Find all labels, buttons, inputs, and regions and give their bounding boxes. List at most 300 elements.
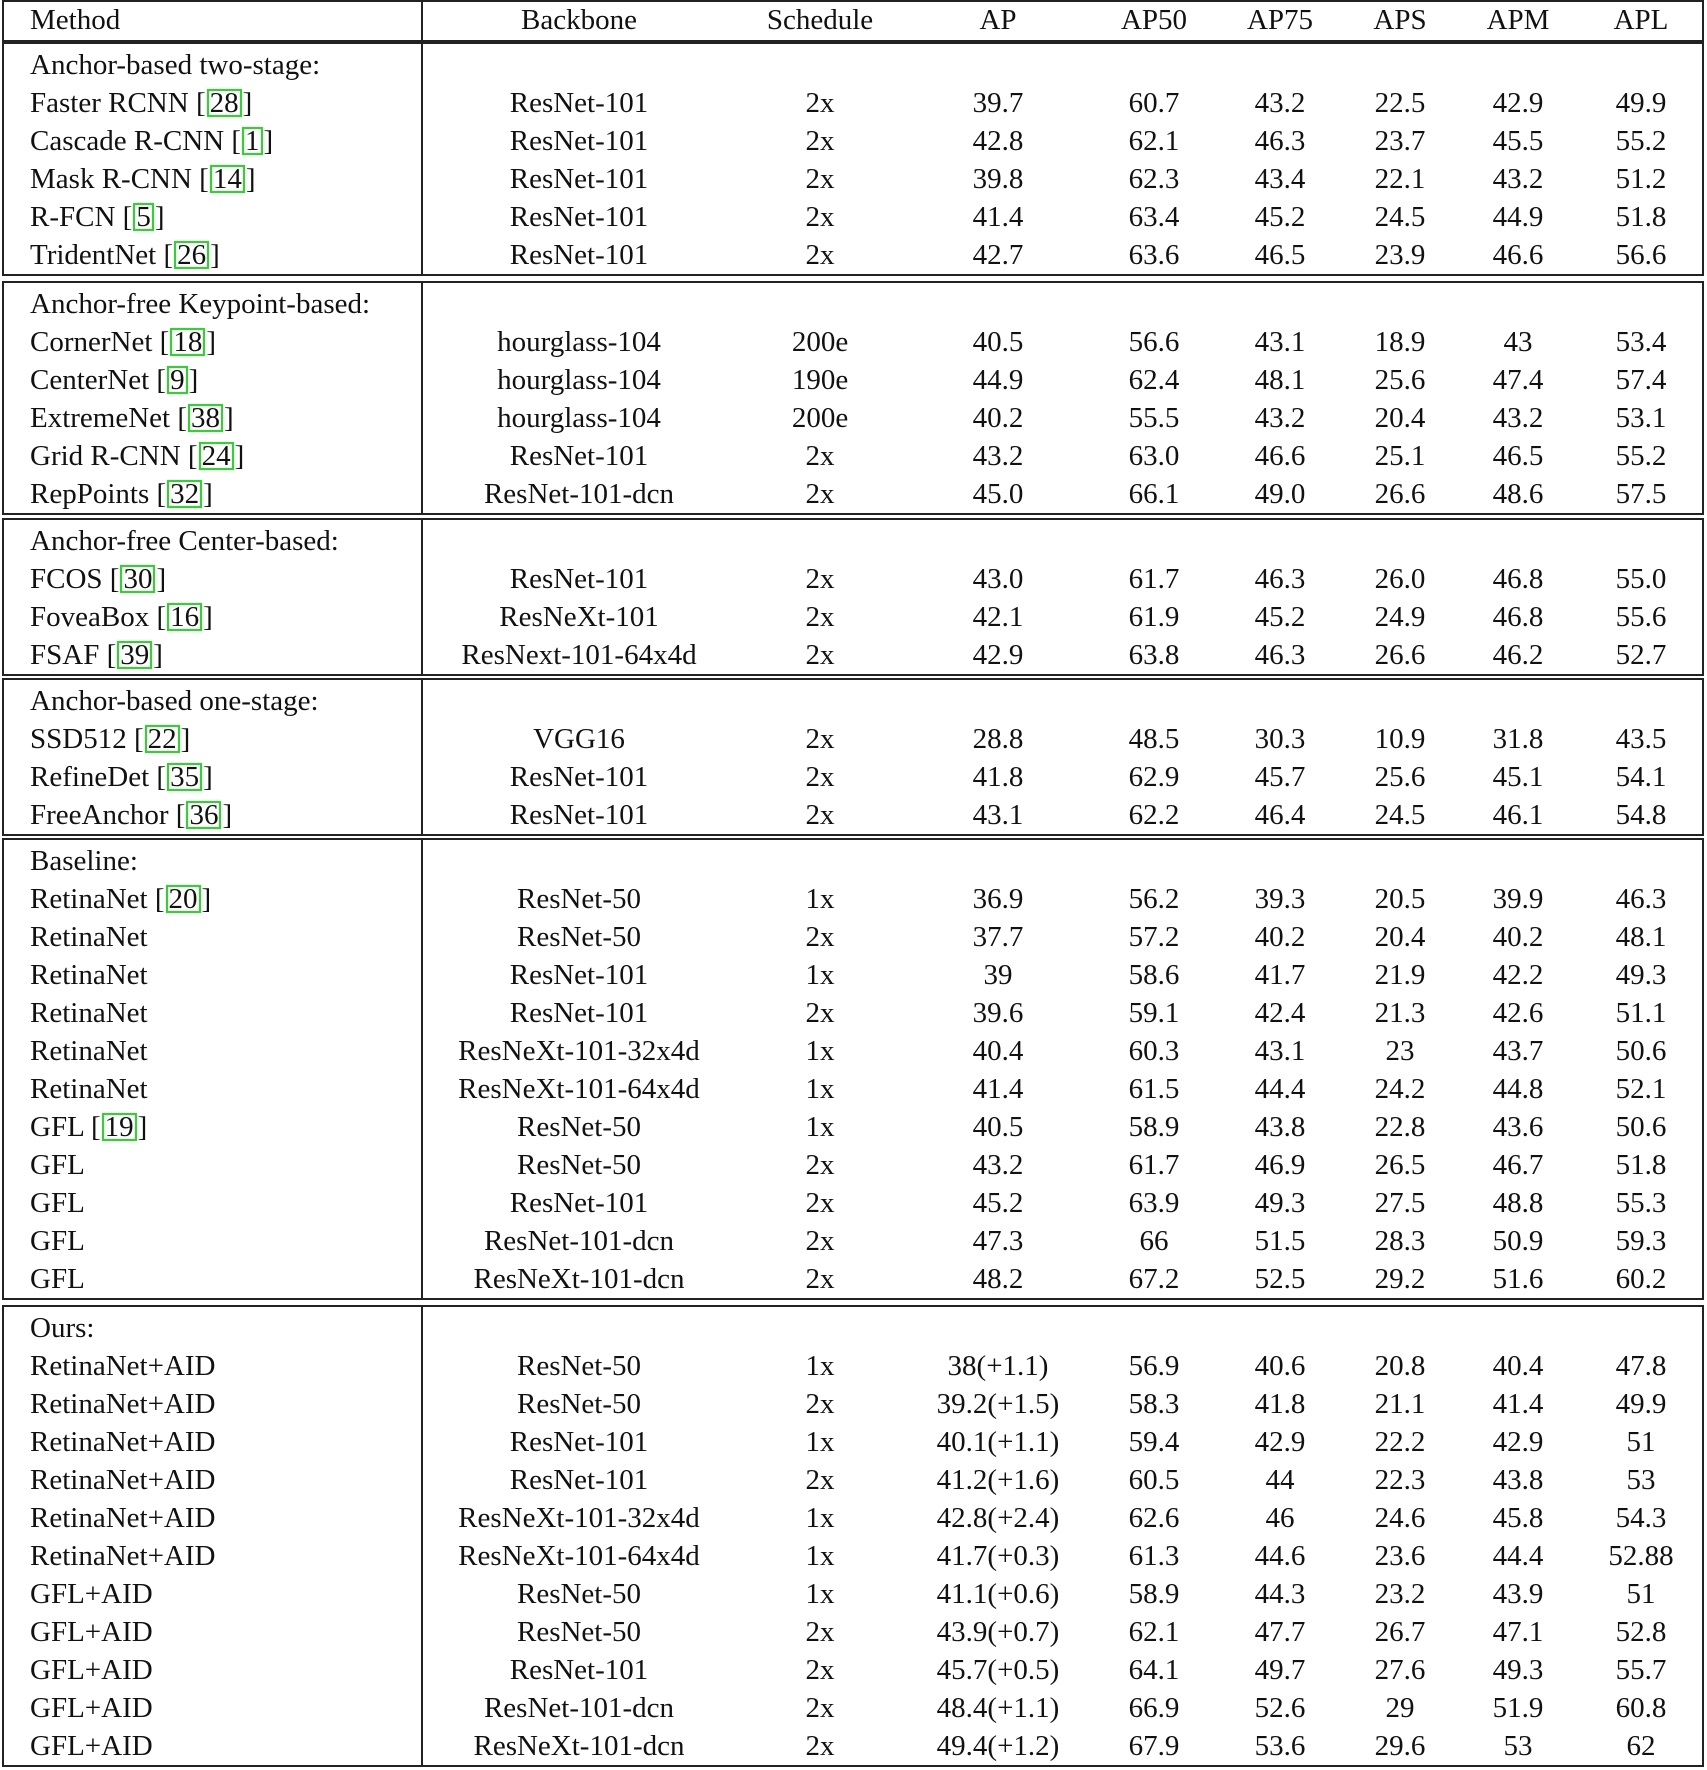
table-cell: 23.2 (1374, 1578, 1426, 1610)
method-cell: CenterNet [ 9 ] (30, 364, 199, 396)
table-cell: 43.2 (1254, 402, 1306, 434)
method-cell: Faster RCNN [ 28 ] (30, 87, 253, 119)
table-cell: 41.8 (1254, 1388, 1306, 1420)
table-cell: 50.6 (1615, 1035, 1667, 1067)
table-cell: 2x (805, 1388, 835, 1420)
method-name: GFL (30, 1187, 85, 1219)
table-cell: ResNet-101 (509, 1654, 649, 1686)
table-cell: 52.8 (1615, 1616, 1667, 1648)
table-cell: 40.2 (1492, 921, 1544, 953)
table-cell: 2x (805, 1692, 835, 1724)
method-cell: TridentNet [ 26 ] (30, 239, 220, 271)
table-cell: 51 (1626, 1426, 1656, 1458)
table-cell: 55.6 (1615, 601, 1667, 633)
table-cell: 23.6 (1374, 1540, 1426, 1572)
method-cell (30, 1499, 215, 1537)
table-cell: 2x (805, 1263, 835, 1295)
table-cell: 67.2 (1128, 1263, 1180, 1295)
citation-link[interactable]: 36 (186, 801, 221, 829)
table-cell: 43.0 (972, 563, 1024, 595)
table-cell: 29.6 (1374, 1730, 1426, 1762)
table-cell: 51.9 (1492, 1692, 1544, 1724)
method-cell (30, 1184, 85, 1222)
table-cell: hourglass-104 (497, 364, 661, 396)
table-cell: 52.1 (1615, 1073, 1667, 1105)
table-cell: 55.3 (1615, 1187, 1667, 1219)
table-cell: 41.4 (972, 1073, 1024, 1105)
table-cell: 40.4 (972, 1035, 1024, 1067)
table-cell: 53.6 (1254, 1730, 1306, 1762)
table-cell: 37.7 (972, 921, 1024, 953)
table-cell: ResNet-50 (516, 1616, 642, 1648)
table-cell: 45.2 (1254, 201, 1306, 233)
table-cell: 41.8 (972, 761, 1024, 793)
table-cell: 52.7 (1615, 639, 1667, 671)
table-cell: 43.8 (1254, 1111, 1306, 1143)
table-cell: 40.5 (972, 1111, 1024, 1143)
table-cell: 48.5 (1128, 723, 1180, 755)
table-cell: 2x (805, 1225, 835, 1257)
method-cell: FoveaBox [ 16 ] (30, 601, 213, 633)
table-cell: 56.6 (1128, 326, 1180, 358)
table-cell: 25.6 (1374, 761, 1426, 793)
method-cell (30, 956, 148, 994)
citation-link[interactable]: 19 (102, 1113, 137, 1141)
method-cell: SSD512 [ 22 ] (30, 723, 191, 755)
table-cell: 62.3 (1128, 163, 1180, 195)
table-cell: 46.5 (1254, 239, 1306, 271)
table-cell: 51.8 (1615, 201, 1667, 233)
method-cell (30, 1575, 153, 1613)
table-cell: ResNet-101-dcn (483, 478, 675, 510)
citation-link[interactable]: 9 (167, 366, 188, 394)
table-cell: 66.1 (1128, 478, 1180, 510)
table-cell: 54.3 (1615, 1502, 1667, 1534)
table-cell: 56.9 (1128, 1350, 1180, 1382)
table-cell: 39.2(+1.5) (936, 1388, 1060, 1420)
table-cell: 67.9 (1128, 1730, 1180, 1762)
table-cell: 21.9 (1374, 959, 1426, 991)
table-cell: 44.6 (1254, 1540, 1306, 1572)
table-cell: ResNeXt-101 (499, 601, 659, 633)
table-cell: 53 (1503, 1730, 1533, 1762)
table-cell: 47.1 (1492, 1616, 1544, 1648)
method-name: GFL+AID (30, 1654, 153, 1686)
method-cell (30, 1423, 215, 1461)
table-cell: 1x (805, 1111, 835, 1143)
table-cell: 48.2 (972, 1263, 1024, 1295)
citation-link[interactable]: 18 (170, 328, 205, 356)
method-cell: Cascade R-CNN [ 1 ] (30, 125, 274, 157)
method-name: Faster RCNN (30, 87, 189, 119)
method-cell (30, 1146, 85, 1184)
table-cell: 61.7 (1128, 563, 1180, 595)
method-name: FreeAnchor (30, 799, 169, 831)
table-cell: 55.0 (1615, 563, 1667, 595)
method-name: R-FCN (30, 201, 116, 233)
table-cell: 2x (805, 125, 835, 157)
column-header: APS (1373, 4, 1427, 36)
table-cell: 46.6 (1254, 440, 1306, 472)
table-cell: 26.7 (1374, 1616, 1426, 1648)
table-cell: 2x (805, 163, 835, 195)
table-cell: 57.5 (1615, 478, 1667, 510)
table-cell: 23 (1385, 1035, 1415, 1067)
table-cell: 59.4 (1128, 1426, 1180, 1458)
table-cell: 43.8 (1492, 1464, 1544, 1496)
table-cell: 41.2(+1.6) (936, 1464, 1060, 1496)
table-cell: 46.1 (1492, 799, 1544, 831)
method-cell: Mask R-CNN [ 14 ] (30, 163, 256, 195)
table-cell: 44 (1265, 1464, 1295, 1496)
table-cell: 42.2 (1492, 959, 1544, 991)
citation-link[interactable]: 39 (117, 641, 152, 669)
method-name: GFL (30, 1149, 85, 1181)
table-cell: 59.3 (1615, 1225, 1667, 1257)
table-cell: 1x (805, 959, 835, 991)
citation-link[interactable]: 20 (166, 885, 201, 913)
table-cell: 61.5 (1128, 1073, 1180, 1105)
column-divider (421, 281, 423, 515)
method-name: GFL (30, 1111, 84, 1143)
citation-link[interactable]: 22 (145, 725, 180, 753)
method-cell (30, 1651, 153, 1689)
table-cell: 2x (805, 921, 835, 953)
table-cell: 42.9 (1492, 1426, 1544, 1458)
table-cell: 46.6 (1492, 239, 1544, 271)
table-cell: 2x (805, 1654, 835, 1686)
table-cell: 54.8 (1615, 799, 1667, 831)
table-cell: 58.6 (1128, 959, 1180, 991)
table-cell: 2x (805, 1149, 835, 1181)
table-cell: 46.7 (1492, 1149, 1544, 1181)
table-cell: 2x (805, 563, 835, 595)
table-cell: 1x (805, 1073, 835, 1105)
table-cell: 46.9 (1254, 1149, 1306, 1181)
table-cell: 52.6 (1254, 1692, 1306, 1724)
table-cell: ResNext-101-64x4d (461, 639, 697, 671)
method-cell (30, 1032, 148, 1070)
method-cell: FSAF [ 39 ] (30, 639, 163, 671)
table-cell: 49.4(+1.2) (936, 1730, 1060, 1762)
citation-link[interactable]: 5 (133, 203, 154, 231)
table-cell: ResNet-101 (509, 799, 649, 831)
column-divider (421, 0, 423, 42)
table-cell: 53 (1626, 1464, 1656, 1496)
method-cell: ExtremeNet [ 38 ] (30, 402, 234, 434)
column-header-method: Method (30, 4, 121, 36)
table-cell: 43.9 (1492, 1578, 1544, 1610)
method-name: Mask R-CNN (30, 163, 192, 195)
method-name: GFL+AID (30, 1730, 153, 1762)
table-cell: 57.2 (1128, 921, 1180, 953)
table-cell: 39.9 (1492, 883, 1544, 915)
table-cell: 42.9 (1254, 1426, 1306, 1458)
method-name: TridentNet (30, 239, 157, 271)
table-cell: 58.3 (1128, 1388, 1180, 1420)
table-cell: 36.9 (972, 883, 1024, 915)
table-cell: 47.7 (1254, 1616, 1306, 1648)
method-name: CornerNet (30, 326, 153, 358)
table-cell: 26.0 (1374, 563, 1426, 595)
table-cell: 41.7 (1254, 959, 1306, 991)
table-cell: 2x (805, 997, 835, 1029)
table-cell: 43.2 (1492, 402, 1544, 434)
table-cell: 42.9 (1492, 87, 1544, 119)
table-cell: 44.4 (1492, 1540, 1544, 1572)
table-cell: 60.8 (1615, 1692, 1667, 1724)
citation-link[interactable]: 38 (188, 404, 223, 432)
group-title: Anchor-based two-stage: (30, 49, 321, 81)
table-cell: 40.4 (1492, 1350, 1544, 1382)
method-name: RetinaNet+AID (30, 1502, 216, 1534)
table-cell: 62.6 (1128, 1502, 1180, 1534)
method-name: RetinaNet+AID (30, 1540, 216, 1572)
table-cell: 55.2 (1615, 125, 1667, 157)
method-cell (30, 1689, 153, 1727)
citation-link[interactable]: 16 (167, 603, 202, 631)
table-cell: ResNet-101 (509, 125, 649, 157)
table-cell: ResNet-50 (516, 921, 642, 953)
table-cell: 43.4 (1254, 163, 1306, 195)
table-cell: 44.9 (1492, 201, 1544, 233)
table-cell: 42.1 (972, 601, 1024, 633)
table-cell: 55.7 (1615, 1654, 1667, 1686)
table-cell: 31.8 (1492, 723, 1544, 755)
citation-link[interactable]: 30 (120, 565, 155, 593)
column-divider (421, 678, 423, 836)
table-cell: 25.1 (1374, 440, 1426, 472)
column-divider (421, 42, 423, 276)
column-header: APL (1613, 4, 1669, 36)
table-cell: 63.0 (1128, 440, 1180, 472)
table-cell: ResNet-101 (509, 563, 649, 595)
table-cell: 59.1 (1128, 997, 1180, 1029)
table-cell: 2x (805, 601, 835, 633)
citation-link[interactable]: 24 (199, 442, 234, 470)
table-cell: 44.4 (1254, 1073, 1306, 1105)
table-cell: 23.9 (1374, 239, 1426, 271)
table-cell: 43 (1503, 326, 1533, 358)
table-cell: 42.4 (1254, 997, 1306, 1029)
method-name: RetinaNet+AID (30, 1426, 216, 1458)
method-name: FCOS (30, 563, 103, 595)
table-cell: 43.1 (1254, 326, 1306, 358)
table-cell: 22.1 (1374, 163, 1426, 195)
method-cell: RepPoints [ 32 ] (30, 478, 213, 510)
table-cell: 45.1 (1492, 761, 1544, 793)
table-cell: ResNeXt-101-64x4d (458, 1540, 700, 1572)
table-cell: 22.8 (1374, 1111, 1426, 1143)
table-cell: 46.3 (1254, 639, 1306, 671)
method-name: ExtremeNet (30, 402, 171, 434)
table-cell: VGG16 (533, 723, 625, 755)
table-cell: 61.7 (1128, 1149, 1180, 1181)
table-cell: ResNet-50 (516, 1350, 642, 1382)
table-cell: 2x (805, 723, 835, 755)
table-cell: 2x (805, 239, 835, 271)
table-cell: 47.8 (1615, 1350, 1667, 1382)
table-cell: ResNet-50 (516, 883, 642, 915)
table-cell: 62 (1626, 1730, 1656, 1762)
table-cell: 1x (805, 1426, 835, 1458)
citation-link[interactable]: 32 (167, 480, 202, 508)
citation-link[interactable]: 35 (167, 763, 202, 791)
table-cell: 44.3 (1254, 1578, 1306, 1610)
method-cell (30, 1461, 215, 1499)
table-cell: 1x (805, 1035, 835, 1067)
table-cell: ResNet-101 (509, 1426, 649, 1458)
method-cell: GFL [ 19 ] (30, 1111, 148, 1143)
table-cell: 24.5 (1374, 201, 1426, 233)
table-cell: 2x (805, 1187, 835, 1219)
table-cell: 42.7 (972, 239, 1024, 271)
group-title: Ours: (30, 1312, 95, 1344)
column-divider (421, 518, 423, 676)
method-name: FoveaBox (30, 601, 150, 633)
table-cell: 55.5 (1128, 402, 1180, 434)
citation-link[interactable]: 14 (210, 165, 245, 193)
table-cell: 21.1 (1374, 1388, 1426, 1420)
table-cell: 45.5 (1492, 125, 1544, 157)
method-name: RetinaNet+AID (30, 1388, 216, 1420)
method-name: CenterNet (30, 364, 150, 396)
method-cell (30, 994, 148, 1032)
table-cell: 43.9(+0.7) (936, 1616, 1060, 1648)
table-cell: 63.6 (1128, 239, 1180, 271)
table-cell: 41.1(+0.6) (936, 1578, 1060, 1610)
table-cell: 20.4 (1374, 921, 1426, 953)
table-cell: 45.7(+0.5) (936, 1654, 1060, 1686)
column-header: Backbone (521, 4, 637, 36)
table-cell: 2x (805, 1730, 835, 1762)
table-cell: 45.2 (1254, 601, 1306, 633)
table-cell: 2x (805, 440, 835, 472)
table-cell: 24.5 (1374, 799, 1426, 831)
citation-link[interactable]: 28 (207, 89, 242, 117)
table-cell: 43.2 (1254, 87, 1306, 119)
table-cell: 20.8 (1374, 1350, 1426, 1382)
table-cell: 51.6 (1492, 1263, 1544, 1295)
citation-link[interactable]: 1 (242, 127, 263, 155)
table-cell: 56.2 (1128, 883, 1180, 915)
column-divider (421, 838, 423, 1300)
table-cell: 63.4 (1128, 201, 1180, 233)
table-cell: 42.6 (1492, 997, 1544, 1029)
table-cell: 49.7 (1254, 1654, 1306, 1686)
table-cell: 38(+1.1) (947, 1350, 1049, 1382)
table-cell: 61.9 (1128, 601, 1180, 633)
table-cell: 39.6 (972, 997, 1024, 1029)
table-cell: 22.5 (1374, 87, 1426, 119)
table-cell: 63.8 (1128, 639, 1180, 671)
table-cell: 49.3 (1492, 1654, 1544, 1686)
table-cell: 46.3 (1615, 883, 1667, 915)
table-cell: 61.3 (1128, 1540, 1180, 1572)
table-cell: 20.4 (1374, 402, 1426, 434)
table-cell: 1x (805, 1578, 835, 1610)
table-cell: 51.5 (1254, 1225, 1306, 1257)
table-cell: 46 (1265, 1502, 1295, 1534)
table-cell: 43.1 (1254, 1035, 1306, 1067)
table-cell: 26.6 (1374, 478, 1426, 510)
table-cell: 46.3 (1254, 125, 1306, 157)
table-cell: ResNeXt-101-32x4d (458, 1502, 700, 1534)
table-cell: 26.6 (1374, 639, 1426, 671)
method-name: RetinaNet (30, 959, 148, 991)
table-cell: 60.2 (1615, 1263, 1667, 1295)
method-cell (30, 1222, 85, 1260)
method-name: Grid R-CNN (30, 440, 181, 472)
table-cell: 29 (1385, 1692, 1415, 1724)
table-cell: 39.3 (1254, 883, 1306, 915)
table-cell: 25.6 (1374, 364, 1426, 396)
table-cell: 43.5 (1615, 723, 1667, 755)
method-name: RetinaNet+AID (30, 1464, 216, 1496)
table-cell: 46.5 (1492, 440, 1544, 472)
method-cell: Grid R-CNN [ 24 ] (30, 440, 245, 472)
method-name: RepPoints (30, 478, 150, 510)
method-name: GFL+AID (30, 1616, 153, 1648)
table-cell: 44.8 (1492, 1073, 1544, 1105)
table-cell: 50.6 (1615, 1111, 1667, 1143)
table-cell: 49.0 (1254, 478, 1306, 510)
column-header: Schedule (766, 4, 874, 36)
table-cell: ResNet-50 (516, 1111, 642, 1143)
table-cell: 39 (983, 959, 1013, 991)
table-cell: 22.2 (1374, 1426, 1426, 1458)
table-cell: 23.7 (1374, 125, 1426, 157)
table-cell: 41.4 (972, 201, 1024, 233)
table-cell: 2x (805, 201, 835, 233)
table-cell: 46.2 (1492, 639, 1544, 671)
method-name: GFL (30, 1225, 85, 1257)
table-cell: 2x (805, 87, 835, 119)
table-cell: 2x (805, 478, 835, 510)
column-divider (421, 1305, 423, 1767)
table-cell: 30.3 (1254, 723, 1306, 755)
table-cell: ResNet-101 (509, 959, 649, 991)
group-title: Anchor-based one-stage: (30, 685, 319, 717)
table-cell: ResNet-101 (509, 440, 649, 472)
table-cell: 56.6 (1615, 239, 1667, 271)
table-cell: 52.5 (1254, 1263, 1306, 1295)
table-cell: 28.8 (972, 723, 1024, 755)
table-cell: 26.5 (1374, 1149, 1426, 1181)
table-cell: ResNet-101 (509, 201, 649, 233)
method-cell (30, 1727, 153, 1765)
table-cell: 46.8 (1492, 563, 1544, 595)
table-cell: 24.6 (1374, 1502, 1426, 1534)
group-title: Baseline: (30, 845, 138, 877)
table-cell: 51.2 (1615, 163, 1667, 195)
table-cell: 62.1 (1128, 1616, 1180, 1648)
table-cell: 43.6 (1492, 1111, 1544, 1143)
table-cell: 200e (791, 326, 849, 358)
table-cell: ResNet-101 (509, 163, 649, 195)
method-name: RetinaNet (30, 921, 148, 953)
table-cell: 42.8(+2.4) (936, 1502, 1060, 1534)
table-cell: 40.5 (972, 326, 1024, 358)
table-cell: 66.9 (1128, 1692, 1180, 1724)
table-cell: 1x (805, 1502, 835, 1534)
table-cell: 1x (805, 883, 835, 915)
method-cell (30, 918, 148, 956)
table-cell: 40.2 (972, 402, 1024, 434)
citation-link[interactable]: 26 (174, 241, 209, 269)
table-cell: 40.6 (1254, 1350, 1306, 1382)
table-cell: 58.9 (1128, 1111, 1180, 1143)
